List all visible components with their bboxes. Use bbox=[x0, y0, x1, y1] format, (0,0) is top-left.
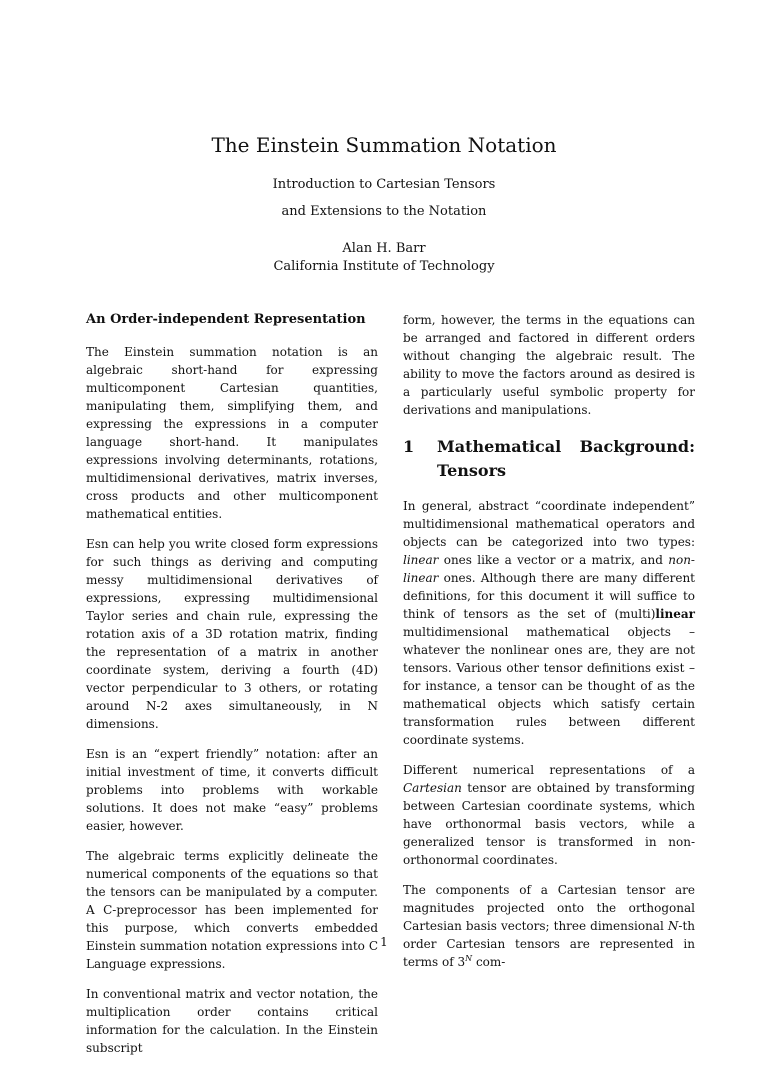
paper-title: The Einstein Summation Notation bbox=[211, 133, 557, 157]
right-column bbox=[403, 311, 695, 983]
subtitle-line-1: Introduction to Cartesian Tensors bbox=[272, 177, 496, 192]
paragraph: In conventional matrix and vector notation, the multiplication order contains critical information for the calculation. In the Einstein subscript bbox=[86, 987, 378, 1055]
page-number: 1 bbox=[380, 935, 388, 949]
section-heading-1 bbox=[403, 435, 695, 483]
paragraph: Esn can help you write closed form expressions for such things as deriving and computing messy multidimensional derivatives of expressions, expressing multidimensional Taylor series and chain rule, expressing the rotation axis of a 3D rotation matrix, finding the representation of a matrix in another coordinate system, deriving a fourth (4D) vector perpendicular to 3 others, or rotating around N-2 axes simultaneously, in N dimensions. bbox=[86, 537, 378, 731]
section-heading-order-independent: An Order-independent Representation bbox=[86, 312, 366, 327]
author-affiliation: California Institute of Technology bbox=[273, 259, 495, 274]
paragraph: Esn is an “expert friendly” notation: after an initial investment of time, it converts difficult problems into problems with workable solutions. It does not make “easy” problems easier, however. bbox=[86, 747, 378, 833]
left-column bbox=[86, 311, 378, 1069]
subtitle-line-2: and Extensions to the Notation bbox=[281, 204, 487, 219]
section-number: 1 bbox=[403, 437, 415, 456]
paragraph: In general, abstract “coordinate independent” multidimensional mathematical operators and objects can be categorized into two types: linear ones like a vector or a matrix, and non-linear ones. Although there are many different definitions, for this document it will suffice to think of tensors as the set of (multi)linear multidimensional mathematical objects – whatever the nonlinear ones are, they are not tensors. Various other tensor definitions exist – for instance, a tensor can be thought of as the mathematical objects which satisfy certain transformation rules between different coordinate systems. bbox=[403, 499, 695, 747]
paragraph: The algebraic terms explicitly delineate the numerical components of the equations so that the tensors can be manipulated by a computer. A C-preprocessor has been implemented for this purpose, which converts embedded Einstein summation notation expressions into C Language expressions. bbox=[86, 849, 378, 971]
paragraph: form, however, the terms in the equations can be arranged and factored in different orders without changing the algebraic result. The ability to move the factors around as desired is a particularly useful symbolic property for derivations and manipulations. bbox=[403, 313, 695, 417]
author-block bbox=[0, 240, 768, 276]
author-name: Alan H. Barr bbox=[342, 241, 426, 256]
paragraph: The Einstein summation notation is an algebraic short-hand for expressing multicomponent Cartesian quantities, manipulating them, simplifying them, and expressing the expressions in a computer language short-hand. It manipulates expressions involving determinants, rotations, multidimensional derivatives, matrix inverses, cross products and other multicomponent mathematical entities. bbox=[86, 345, 378, 521]
section-title: Mathematical Background: Tensors bbox=[437, 437, 695, 480]
paragraph: Different numerical representations of a Cartesian tensor are obtained by transforming between Cartesian coordinate systems, which have orthonormal basis vectors, while a generalized tensor is transformed in non-orthonormal coordinates. bbox=[403, 763, 695, 867]
paragraph: The components of a Cartesian tensor are magnitudes projected onto the orthogonal Cartesian basis vectors; three dimensional N-th order Cartesian tensors are represented in terms of $3^N$ com- bbox=[403, 883, 695, 969]
